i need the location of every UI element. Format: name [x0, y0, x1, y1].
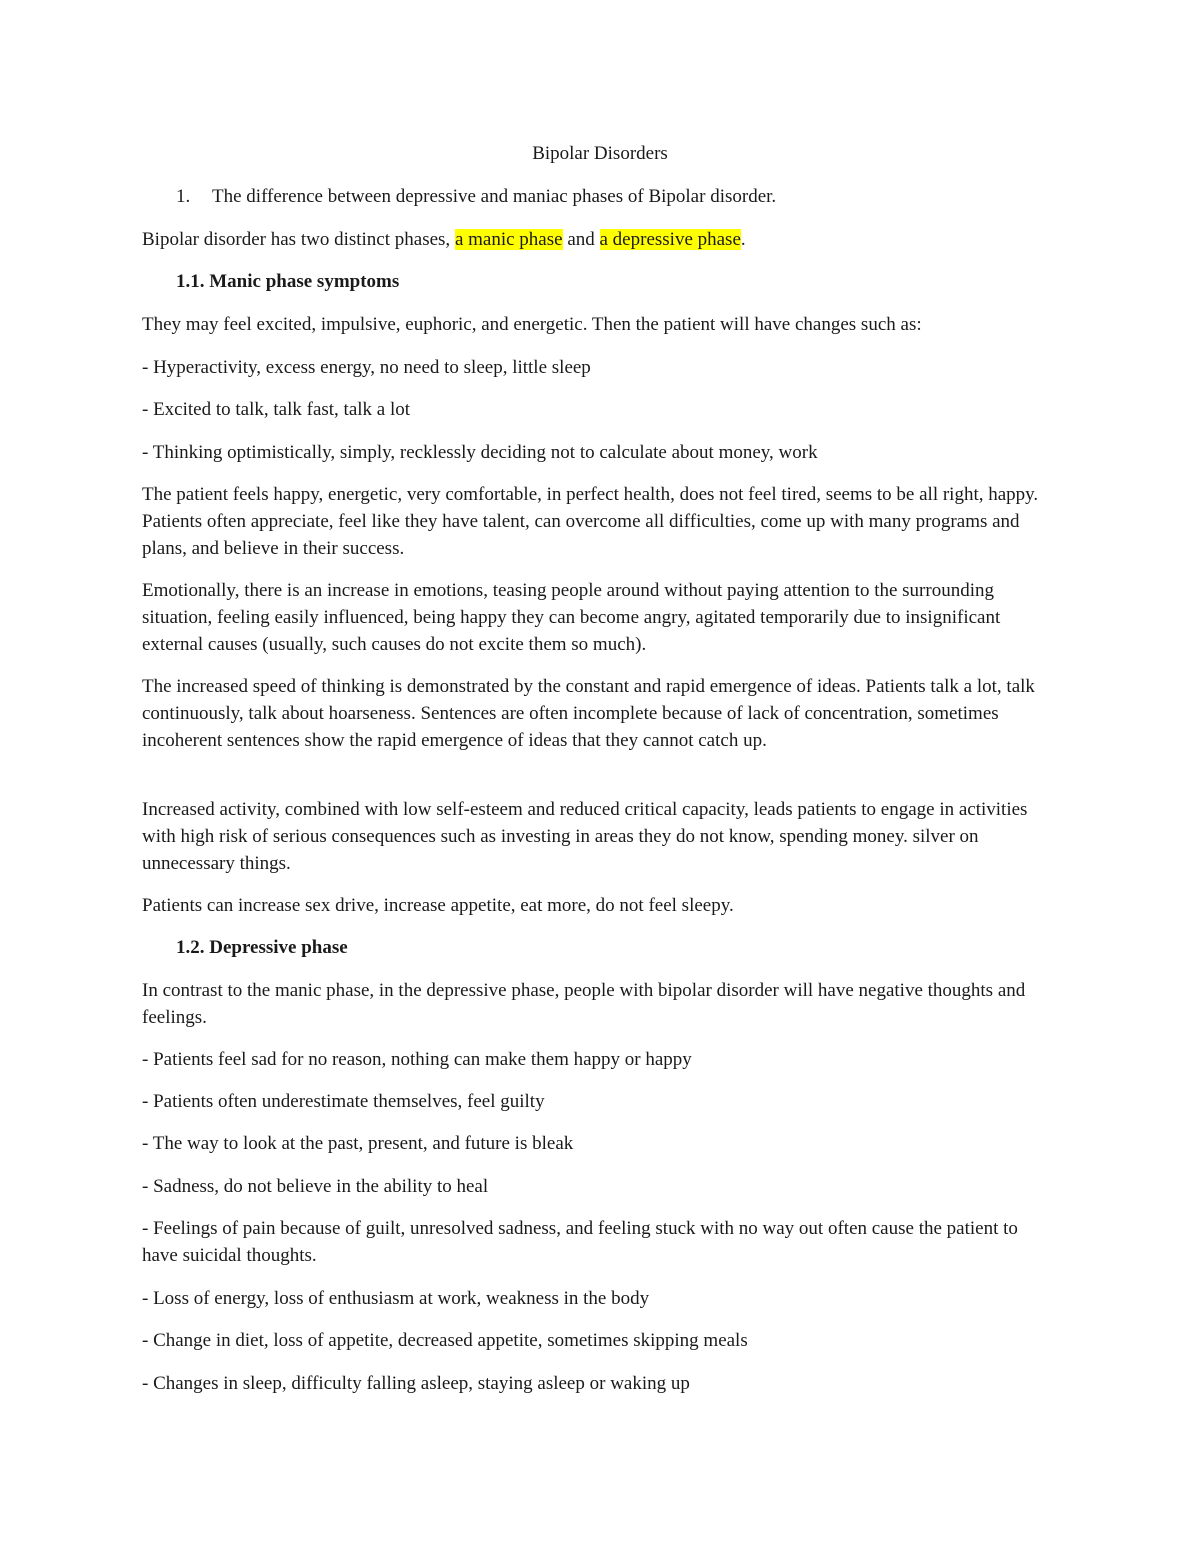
bullet-item: - Feelings of pain because of guilt, unresolved sadness, and feeling stuck with no way out often cause the patient to have suicidal thoughts.: [142, 1218, 1018, 1266]
document-title: Bipolar Disorders: [532, 143, 668, 164]
paragraph: Patients can increase sex drive, increase appetite, eat more, do not feel sleepy.: [142, 895, 734, 916]
paragraph: Increased activity, combined with low self-esteem and reduced critical capacity, leads patients to engage in activities with high risk of serious consequences such as investing in areas they do not know, spending money. silver on unnecessary things.: [142, 799, 1028, 874]
highlight-manic-phase: a manic phase: [454, 229, 563, 250]
item-number: 1.: [176, 186, 191, 207]
item-text: The difference between depressive and maniac phases of Bipolar disorder.: [212, 186, 777, 207]
paragraph: The increased speed of thinking is demonstrated by the constant and rapid emergence of ideas. Patients talk a lot, talk continuously, talk about hoarseness. Sentences are often incomplete because of lack of concentration, sometimes incoherent sentences show the rapid emergence of ideas that they cannot catch up.: [142, 676, 1035, 751]
numbered-item-1: [176, 184, 776, 210]
bullet-item: - Excited to talk, talk fast, talk a lot: [142, 399, 411, 420]
bullet-item: - Sadness, do not believe in the ability to heal: [142, 1176, 489, 1197]
intro-paragraph: [142, 226, 1058, 253]
bullet-item: - Change in diet, loss of appetite, decreased appetite, sometimes skipping meals: [142, 1330, 748, 1351]
intro-text-mid: and: [562, 229, 600, 250]
paragraph: The patient feels happy, energetic, very comfortable, in perfect health, does not feel tired, seems to be all right, happy. Patients often appreciate, feel like they have talent, can overcome all difficulties, come up with many programs and plans, and believe in their success.: [142, 484, 1039, 559]
bullet-item: - The way to look at the past, present, and future is bleak: [142, 1133, 574, 1154]
paragraph: Emotionally, there is an increase in emotions, teasing people around without paying attention to the surrounding situation, feeling easily influenced, being happy they can become angry, agitated temporarily due to insignificant external causes (usually, such causes do not excite them so much).: [142, 580, 1001, 655]
bullet-item: - Hyperactivity, excess energy, no need to sleep, little sleep: [142, 357, 591, 378]
bullet-item: - Changes in sleep, difficulty falling asleep, staying asleep or waking up: [142, 1373, 690, 1394]
intro-text-end: .: [740, 229, 746, 250]
highlight-depressive-phase: a depressive phase: [599, 229, 741, 250]
section-heading-depressive: 1.2. Depressive phase: [176, 937, 348, 958]
bullet-item: - Patients often underestimate themselves, feel guilty: [142, 1091, 545, 1112]
bullet-item: - Loss of energy, loss of enthusiasm at work, weakness in the body: [142, 1288, 650, 1309]
intro-text: Bipolar disorder has two distinct phases,: [142, 229, 455, 250]
paragraph: In contrast to the manic phase, in the depressive phase, people with bipolar disorder will have negative thoughts and feelings.: [142, 980, 1026, 1028]
paragraph: They may feel excited, impulsive, euphoric, and energetic. Then the patient will have changes such as:: [142, 314, 922, 335]
bullet-item: - Patients feel sad for no reason, nothing can make them happy or happy: [142, 1049, 692, 1070]
section-heading-manic: 1.1. Manic phase symptoms: [176, 271, 400, 292]
bullet-item: - Thinking optimistically, simply, recklessly deciding not to calculate about money, work: [142, 442, 818, 463]
